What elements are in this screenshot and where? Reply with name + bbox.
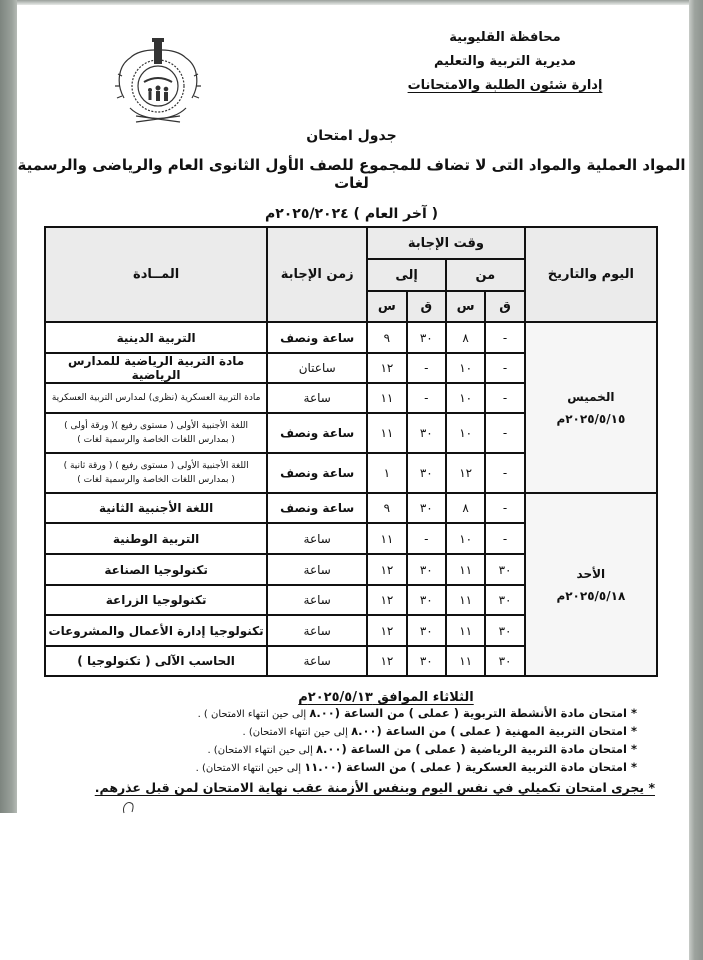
subject-name: تكنولوجيا إدارة الأعمال والمشروعات bbox=[48, 623, 264, 638]
schedule-row bbox=[45, 322, 657, 353]
from-hour-cell: ١٠ bbox=[446, 353, 485, 383]
from-minute-cell: - bbox=[485, 413, 524, 453]
day-name: الخميس bbox=[567, 389, 615, 404]
from-minute-cell: ٣٠ bbox=[485, 585, 524, 615]
notes-list bbox=[91, 705, 637, 777]
to-hour-cell: ١١ bbox=[367, 383, 406, 413]
header-answer-time: وقت الإجابة bbox=[367, 227, 525, 259]
header-to: إلى bbox=[367, 259, 446, 291]
to-minute-cell: ٣٠ bbox=[407, 615, 446, 646]
note-item bbox=[91, 705, 637, 723]
from-hour-cell: ١١ bbox=[446, 585, 485, 615]
from-minute-cell: - bbox=[485, 493, 524, 523]
note-item bbox=[91, 741, 637, 759]
duration-cell: ساعة bbox=[267, 585, 367, 615]
exam-date: ٢٠٢٥/٥/١٨م bbox=[556, 588, 626, 603]
subject-cell bbox=[45, 615, 267, 646]
subject-cell bbox=[45, 554, 267, 585]
note-text: * امتحان مادة الأنشطة التربوية ( عملى ) من الساعة (٨.٠٠ bbox=[309, 706, 637, 720]
subject-cell bbox=[45, 646, 267, 676]
from-minute-cell: ٣٠ bbox=[485, 646, 524, 676]
duration-cell: ساعة bbox=[267, 615, 367, 646]
note-text: * امتحان مادة التربية الرياضية ( عملى ) من الساعة (٨.٠٠ bbox=[316, 742, 637, 756]
to-hour-cell: ١٢ bbox=[367, 353, 406, 383]
day-date-cell bbox=[525, 322, 657, 493]
from-hour-cell: ١١ bbox=[446, 554, 485, 585]
duration-cell: ساعتان bbox=[267, 353, 367, 383]
letterhead bbox=[395, 26, 615, 98]
to-hour-cell: ١١ bbox=[367, 413, 406, 453]
to-minute-cell: - bbox=[407, 523, 446, 554]
subject-name: التربية الوطنية bbox=[112, 531, 200, 546]
directorate-name: مديرية التربية والتعليم bbox=[433, 54, 577, 69]
duration-cell: ساعة bbox=[267, 554, 367, 585]
header-from: من bbox=[446, 259, 525, 291]
subject-name: مادة التربية العسكرية (نظرى) لمدارس التربية العسكرية bbox=[51, 393, 261, 403]
to-minute-cell: ٣٠ bbox=[407, 585, 446, 615]
to-hour-cell: ٩ bbox=[367, 322, 406, 353]
to-hour-cell: ١١ bbox=[367, 523, 406, 554]
schedule-title: جدول امتحان bbox=[306, 128, 397, 144]
from-minute-cell: - bbox=[485, 322, 524, 353]
subject-name: تكنولوجيا الصناعة bbox=[104, 562, 208, 577]
subject-cell bbox=[45, 523, 267, 554]
notes-heading: الثلاثاء الموافق ٢٠٢٥/٥/١٣م bbox=[298, 690, 474, 705]
from-hour-cell: ١٠ bbox=[446, 383, 485, 413]
subject-name: التربية الدينية bbox=[116, 330, 196, 345]
subject-cell bbox=[45, 453, 267, 493]
to-minute-cell: - bbox=[407, 383, 446, 413]
exam-date: ٢٠٢٥/٥/١٥م bbox=[556, 411, 626, 426]
to-minute-cell: ٣٠ bbox=[407, 493, 446, 523]
subject-name: اللغة الأجنبية الأولى ( مستوى رفيع )( ورقة أولى ) bbox=[64, 421, 249, 431]
subject-name: اللغة الأجنبية الأولى ( مستوى رفيع ) ( ورقة ثانية ) bbox=[63, 461, 249, 471]
note-item bbox=[91, 723, 637, 741]
from-minute-cell: - bbox=[485, 453, 524, 493]
subject-name: تكنولوجيا الزراعة bbox=[105, 593, 207, 607]
subject-cell bbox=[45, 585, 267, 615]
schedule-row bbox=[45, 493, 657, 523]
subject-name: الحاسب الآلى ( تكنولوجيا ) bbox=[77, 654, 235, 668]
makeup-exam-note: * يجرى امتحان تكميلي في نفس اليوم وبنفس الأزمنة عقب نهاية الامتحان لمن قبل عذرهم. bbox=[94, 780, 655, 795]
exam-schedule-table bbox=[44, 226, 658, 677]
from-minute-cell: ٣٠ bbox=[485, 615, 524, 646]
duration-cell: ساعة ونصف bbox=[267, 453, 367, 493]
duration-cell: ساعة bbox=[267, 383, 367, 413]
to-minute-cell: ٣٠ bbox=[407, 453, 446, 493]
to-minute-cell: ٣٠ bbox=[407, 554, 446, 585]
subject-name: اللغة الأجنبية الثانية bbox=[98, 501, 214, 515]
subject-cell bbox=[45, 493, 267, 523]
header-from-minute: ق bbox=[485, 291, 524, 322]
day-name: الأحد bbox=[576, 566, 606, 581]
from-hour-cell: ٨ bbox=[446, 322, 485, 353]
from-hour-cell: ١١ bbox=[446, 646, 485, 676]
header-from-hour: س bbox=[446, 291, 485, 322]
governorate-name: محافظة القليوبية bbox=[449, 30, 561, 45]
note-text: * امتحان التربية المهنية ( عملى ) من الساعة (٨.٠٠ bbox=[351, 724, 637, 738]
duration-cell: ساعة ونصف bbox=[267, 413, 367, 453]
scan-edge-left bbox=[0, 0, 17, 813]
to-hour-cell: ١٢ bbox=[367, 554, 406, 585]
subject-note: ( بمدارس اللغات الخاصة والرسمية لغات ) bbox=[77, 435, 235, 445]
to-minute-cell: ٣٠ bbox=[407, 646, 446, 676]
to-hour-cell: ١ bbox=[367, 453, 406, 493]
to-hour-cell: ١٢ bbox=[367, 646, 406, 676]
notes-section bbox=[91, 686, 655, 795]
subject-cell bbox=[45, 353, 267, 383]
to-hour-cell: ١٢ bbox=[367, 585, 406, 615]
subject-cell bbox=[45, 322, 267, 353]
note-item bbox=[91, 759, 637, 777]
header-to-minute: ق bbox=[407, 291, 446, 322]
from-hour-cell: ١٠ bbox=[446, 523, 485, 554]
header-to-hour: س bbox=[367, 291, 406, 322]
duration-cell: ساعة bbox=[267, 646, 367, 676]
department-name: إدارة شئون الطلبة والامتحانات bbox=[407, 78, 603, 93]
from-hour-cell: ٨ bbox=[446, 493, 485, 523]
to-minute-cell: - bbox=[407, 353, 446, 383]
subject-cell bbox=[45, 383, 267, 413]
subject-name: مادة التربية الرياضية للمدارس الرياضية bbox=[68, 354, 245, 382]
schedule-term: ( آخر العام ) ٢٠٢٥/٢٠٢٤م bbox=[264, 206, 439, 222]
day-date-cell bbox=[525, 493, 657, 676]
to-minute-cell: ٣٠ bbox=[407, 322, 446, 353]
education-directorate-emblem-icon bbox=[110, 36, 206, 128]
note-tail: إلى حين انتهاء الامتحان) . bbox=[207, 745, 317, 756]
subject-cell bbox=[45, 413, 267, 453]
from-hour-cell: ١٠ bbox=[446, 413, 485, 453]
note-text: * امتحان مادة التربية العسكرية ( عملى ) من الساعة (١١.٠٠ bbox=[304, 760, 637, 774]
to-hour-cell: ١٢ bbox=[367, 615, 406, 646]
schedule-subtitle: المواد العملية والمواد التى لا تضاف للمجموع للصف الأول الثانوى العام والرياضى والرسمية لغات bbox=[17, 156, 686, 192]
from-minute-cell: ٣٠ bbox=[485, 554, 524, 585]
note-tail: إلى حين انتهاء الامتحان) . bbox=[195, 763, 305, 774]
from-minute-cell: - bbox=[485, 353, 524, 383]
duration-cell: ساعة ونصف bbox=[267, 322, 367, 353]
from-hour-cell: ١١ bbox=[446, 615, 485, 646]
header-duration: زمن الإجابة bbox=[267, 227, 367, 322]
note-tail: إلى حين انتهاء الامتحان) . bbox=[242, 727, 352, 738]
from-hour-cell: ١٢ bbox=[446, 453, 485, 493]
from-minute-cell: - bbox=[485, 383, 524, 413]
from-minute-cell: - bbox=[485, 523, 524, 554]
to-hour-cell: ٩ bbox=[367, 493, 406, 523]
note-tail: إلى حين انتهاء الامتحان ) . bbox=[197, 709, 310, 720]
to-minute-cell: ٣٠ bbox=[407, 413, 446, 453]
header-subject: المــادة bbox=[45, 227, 267, 322]
subject-note: ( بمدارس اللغات الخاصة والرسمية لغات ) bbox=[77, 475, 235, 485]
duration-cell: ساعة ونصف bbox=[267, 493, 367, 523]
duration-cell: ساعة bbox=[267, 523, 367, 554]
document-titles bbox=[0, 128, 703, 222]
pen-mark-icon bbox=[121, 800, 137, 814]
header-day-date: اليوم والتاريخ bbox=[525, 227, 657, 322]
